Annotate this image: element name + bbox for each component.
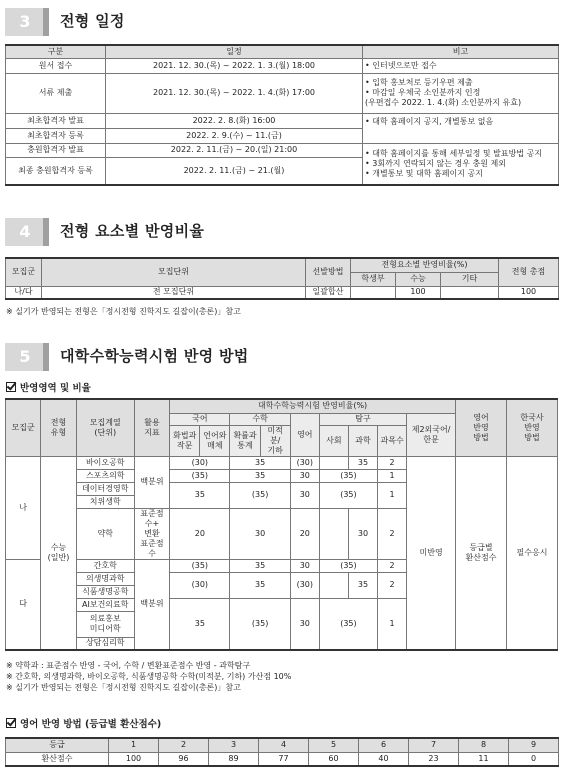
header-subjects: 과목수 — [378, 425, 407, 456]
header-csat: 수능 — [396, 272, 441, 286]
header-score: 환산점수 — [6, 752, 109, 766]
score-cell: 11 — [459, 752, 509, 766]
row-date: 2022. 2. 11.(금) ~ 20.(일) 21:00 — [106, 143, 363, 157]
cell-group: 나 — [6, 456, 41, 559]
cell-inquiry: (35) — [319, 598, 377, 650]
cell-inquiry: (35) — [319, 559, 377, 572]
header-record: 학생부 — [351, 272, 396, 286]
cell-math: 35 — [230, 559, 290, 572]
header-group: 모집군 — [6, 399, 41, 456]
grade-cell: 6 — [359, 738, 409, 752]
cell-dept: 식품생명공학 — [76, 585, 134, 598]
header-eng-method: 영어 반영 방법 — [456, 399, 507, 456]
cell-hist-method: 필수응시 — [506, 456, 557, 650]
header-group: 모집군 — [6, 258, 42, 286]
cell-subjects: 2 — [378, 456, 407, 469]
cell-english: 20 — [290, 508, 319, 559]
cell-korean: (30) — [170, 456, 230, 469]
score-cell: 0 — [509, 752, 559, 766]
cell-subjects: 2 — [378, 508, 407, 559]
cell-dept: 의료홍보 미디어학 — [76, 611, 134, 637]
cell-korean: 20 — [170, 508, 230, 559]
grade-cell: 8 — [459, 738, 509, 752]
cell-social — [319, 572, 348, 598]
cell-subjects: 2 — [378, 572, 407, 598]
section-3-heading — [5, 8, 562, 36]
header-math-a: 확률과 통계 — [230, 425, 260, 456]
row-date: 2022. 2. 9.(수) ~ 11.(금) — [106, 128, 363, 143]
section-title: 전형 요소별 반영비율 — [60, 222, 205, 240]
row-date: 2022. 2. 8.(화) 16:00 — [106, 113, 363, 128]
grade-cell: 1 — [109, 738, 159, 752]
cell-subjects: 1 — [378, 469, 407, 482]
section-number-badge: 5 — [5, 343, 45, 371]
subsection-heading — [6, 380, 91, 394]
cell-english: 30 — [290, 469, 319, 482]
header-total: 전형 총점 — [499, 258, 559, 286]
cell-subjects: 1 — [378, 482, 407, 508]
grade-cell: 5 — [309, 738, 359, 752]
row-label: 최종 충원합격자 등록 — [6, 157, 106, 185]
section-number-badge: 3 — [5, 8, 45, 36]
cell-math: 30 — [230, 508, 290, 559]
cell-science: 35 — [348, 456, 377, 469]
grade-cell: 3 — [209, 738, 259, 752]
section-5-notes — [6, 660, 291, 693]
row-label: 충원합격자 발표 — [6, 143, 106, 157]
cell-dept: 치위생학 — [76, 495, 134, 508]
cell-dept: 바이오공학 — [76, 456, 134, 469]
header-science: 과학 — [348, 425, 377, 456]
cell-math: (35) — [230, 482, 290, 508]
score-cell: 96 — [159, 752, 209, 766]
row-remark: • 인터넷으로만 접수 — [363, 58, 559, 73]
cell-math: 35 — [230, 572, 290, 598]
cell-dept: 스포츠의학 — [76, 469, 134, 482]
header-etc: 기타 — [441, 272, 499, 286]
checkbox-icon — [6, 382, 16, 392]
subsection-heading — [6, 716, 161, 730]
cell-eng-method: 등급별 환산점수 — [456, 456, 507, 650]
header-dept: 모집계열 (단위) — [76, 399, 134, 456]
cell-total: 100 — [499, 286, 559, 299]
row-date: 2022. 2. 11.(금) ~ 21.(월) — [106, 157, 363, 185]
cell-dept: 간호학 — [76, 559, 134, 572]
cell-group: 다 — [6, 559, 41, 650]
header-lang: 제2외국어/ 한문 — [407, 413, 456, 456]
header-grade: 등급 — [6, 738, 109, 752]
cell-group: 나/다 — [6, 286, 42, 299]
cell-dept: 데이터경영학 — [76, 482, 134, 495]
header-math: 수학 — [230, 413, 290, 425]
row-date: 2021. 12. 30.(목) ~ 2022. 1. 4.(화) 17:00 — [106, 73, 363, 113]
subsection-title: 영어 반영 방법 (등급별 환산점수) — [20, 719, 162, 730]
cell-math: 35 — [230, 456, 290, 469]
header-method: 선발방법 — [306, 258, 351, 286]
cell-index: 백분위 — [134, 456, 169, 508]
row-label: 최초합격자 등록 — [6, 128, 106, 143]
cell-method: 일괄합산 — [306, 286, 351, 299]
cell-type: 수능 (일반) — [41, 456, 76, 650]
cell-inquiry: (35) — [319, 469, 377, 482]
cell-science: 35 — [348, 572, 377, 598]
section-5-heading — [5, 343, 562, 371]
header-math-b: 미적분/ 기하 — [260, 425, 290, 456]
row-label: 원서 접수 — [6, 58, 106, 73]
cell-korean: (35) — [170, 469, 230, 482]
cell-dept: 의생명과학 — [76, 572, 134, 585]
cell-etc — [441, 286, 499, 299]
cell-english: 30 — [290, 598, 319, 650]
cell-inquiry: (35) — [319, 482, 377, 508]
row-date: 2021. 12. 30.(목) ~ 2022. 1. 3.(월) 18:00 — [106, 58, 363, 73]
cell-korean: 35 — [170, 598, 230, 650]
header-korean-b: 언어와 매체 — [200, 425, 230, 456]
cell-english: 30 — [290, 559, 319, 572]
schedule-table — [5, 44, 559, 186]
section-4-heading — [5, 218, 562, 246]
cell-csat: 100 — [396, 286, 441, 299]
score-cell: 60 — [309, 752, 359, 766]
cell-english: (30) — [290, 456, 319, 469]
cell-subjects: 1 — [378, 598, 407, 650]
note-line: ※ 실기가 반영되는 전형은「정시전형 진학지도 길잡이(총론)」참고 — [6, 683, 241, 692]
cell-korean: (30) — [170, 572, 230, 598]
header-korean-a: 화법과 작문 — [170, 425, 200, 456]
cell-korean: 35 — [170, 482, 230, 508]
subsection-title: 반영영역 및 비율 — [20, 383, 91, 394]
cell-record — [351, 286, 396, 299]
grade-cell: 7 — [409, 738, 459, 752]
grade-cell: 4 — [259, 738, 309, 752]
cell-math: 35 — [230, 469, 290, 482]
cell-science: 30 — [348, 508, 377, 559]
section-number-badge: 4 — [5, 218, 45, 246]
score-cell: 40 — [359, 752, 409, 766]
note-line: ※ 약학과 : 표준점수 반영 - 국어, 수학 / 변환표준점수 반영 - 과학탐구 — [6, 661, 251, 670]
cell-dept: AI보건의료학 — [76, 598, 134, 611]
english-grade-table — [5, 737, 559, 767]
row-label: 서류 제출 — [6, 73, 106, 113]
header-social: 사회 — [319, 425, 348, 456]
cell-dept: 상담심리학 — [76, 637, 134, 650]
cell-lang: 미반영 — [407, 456, 456, 650]
section-title: 대학수학능력시험 반영 방법 — [60, 347, 249, 365]
cell-social — [319, 456, 348, 469]
ratio-table — [5, 257, 559, 300]
cell-subjects: 2 — [378, 559, 407, 572]
header-hist-method: 한국사 반영 방법 — [506, 399, 557, 456]
cell-korean: (35) — [170, 559, 230, 572]
grade-cell: 9 — [509, 738, 559, 752]
score-cell: 100 — [109, 752, 159, 766]
header-remarks: 비고 — [363, 45, 559, 58]
header-category: 구분 — [6, 45, 106, 58]
header-inquiry: 탐구 — [319, 413, 406, 425]
checkbox-icon — [6, 718, 16, 728]
score-cell: 23 — [409, 752, 459, 766]
header-korean: 국어 — [170, 413, 230, 425]
header-ratio: 전형요소별 반영비율(%) — [351, 258, 499, 272]
grade-cell: 2 — [159, 738, 209, 752]
header-schedule: 일정 — [106, 45, 363, 58]
score-cell: 89 — [209, 752, 259, 766]
cell-english: 30 — [290, 482, 319, 508]
row-label: 최초합격자 발표 — [6, 113, 106, 128]
note-line: ※ 간호학, 의생명과학, 바이오공학, 식품생명공학 수학(미적분, 기하) 가산점 10% — [6, 672, 292, 681]
score-cell: 77 — [259, 752, 309, 766]
cell-index: 표준점수+ 변환 표준점수 — [134, 508, 169, 559]
row-remark: • 대학 홈페이지 공지, 개별통보 없음 — [363, 113, 559, 143]
cell-index: 백분위 — [134, 559, 169, 650]
cell-math: (35) — [230, 598, 290, 650]
section-title: 전형 일정 — [60, 12, 125, 30]
cell-dept: 약학 — [76, 508, 134, 559]
header-unit: 모집단위 — [42, 258, 306, 286]
csat-table — [5, 398, 558, 651]
header-type: 전형 유형 — [41, 399, 76, 456]
header-english: 영어 — [290, 413, 319, 456]
header-ratio: 대학수학능력시험 반영비율(%) — [170, 399, 456, 413]
header-index: 활용 지표 — [134, 399, 169, 456]
cell-english: (30) — [290, 572, 319, 598]
cell-social — [319, 508, 348, 559]
row-remark: • 대학 홈페이지를 통해 세부일정 및 발표방법 공지 • 3회까지 연락되지 않는 경우 충원 제외 • 개별통보 및 대학 홈페이지 공지 — [363, 143, 559, 185]
cell-unit: 전 모집단위 — [42, 286, 306, 299]
row-remark: • 입학 홍보처로 등기우편 제출 • 마감일 우체국 소인분까지 인정 (우편접수 2022. 1. 4.(화) 소인분까지 유효) — [363, 73, 559, 113]
section-4-note: ※ 실기가 반영되는 전형은「정시전형 진학지도 길잡이(총론)」참고 — [6, 307, 241, 316]
